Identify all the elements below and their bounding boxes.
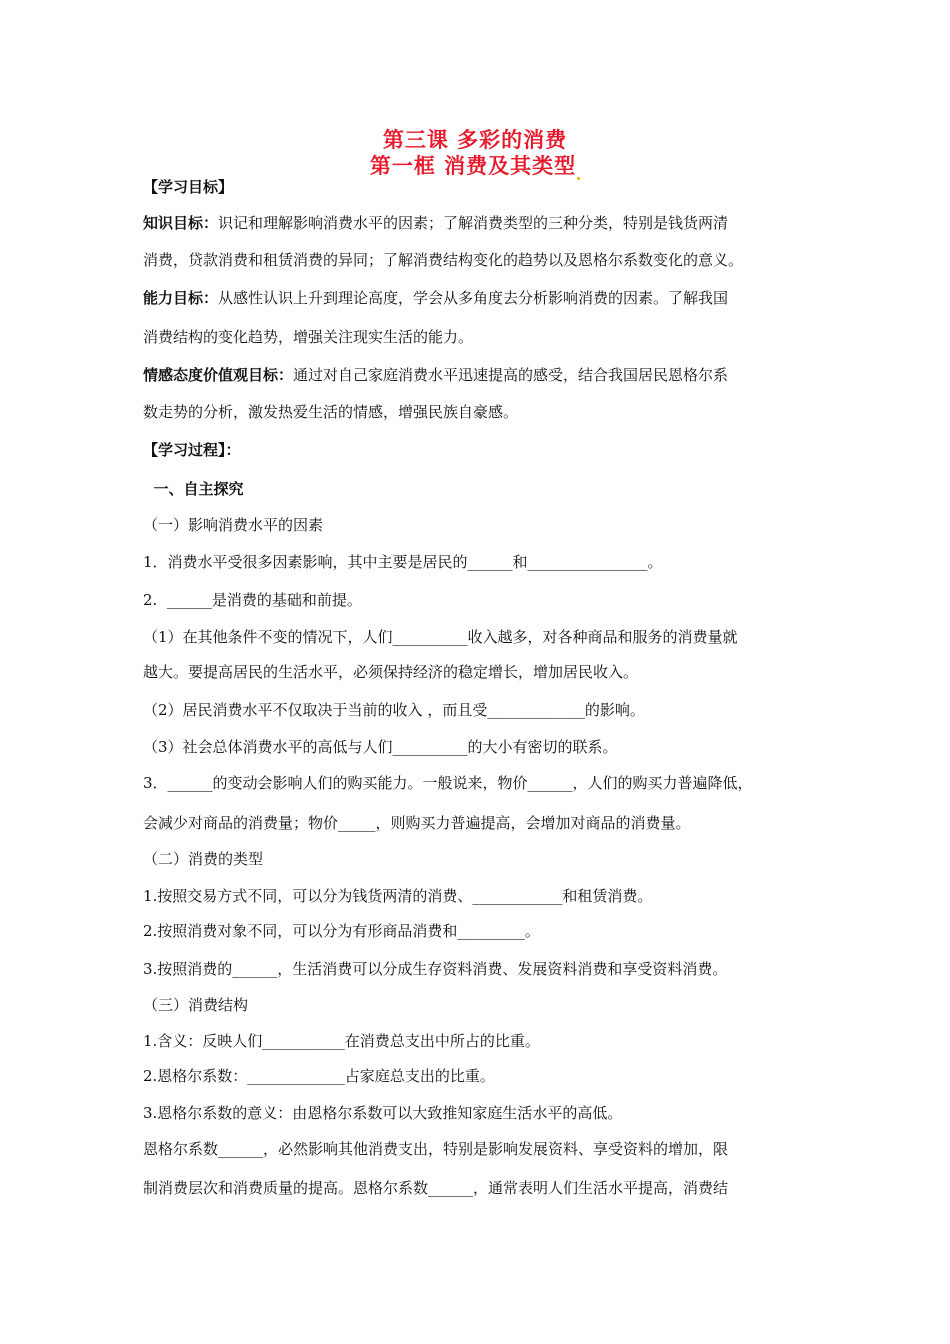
text-line — [143, 995, 843, 1015]
line-text: 1.按照交易方式不同，可以分为钱货两清的消费、____________和租赁消费。 — [143, 887, 653, 905]
line-text: 越大。要提高居民的生活水平，必须保持经济的稳定增长，增加居民收入。 — [143, 663, 639, 681]
text-line — [143, 552, 843, 572]
text-line — [143, 1066, 843, 1086]
line-text: （1）在其他条件不变的情况下，人们__________收入越多，对各种商品和服务的消费量就 — [143, 628, 738, 646]
text-line — [143, 402, 843, 422]
text-line — [143, 327, 843, 347]
line-text: （一）影响消费水平的因素 — [143, 516, 324, 534]
text-line — [143, 1139, 843, 1159]
line-text: 3．______的变动会影响人们的购买能力。一般说来，物价______，人们的购买力普遍降低， — [143, 774, 753, 792]
line-text: 1.含义：反映人们___________在消费总支出中所占的比重。 — [143, 1032, 540, 1050]
text-line — [143, 921, 843, 941]
text-line — [143, 700, 843, 720]
line-text: 通过对自己家庭消费水平迅速提高的感受，结合我国居民恩格尔系 — [293, 366, 729, 384]
line-text: （三）消费结构 — [143, 996, 249, 1014]
line-text: 2.恩格尔系数：_____________占家庭总支出的比重。 — [143, 1067, 495, 1085]
section-heading: 一、自主探究 — [143, 480, 244, 498]
section-title — [0, 150, 950, 180]
line-text: 2. ______是消费的基础和前提。 — [143, 591, 362, 609]
text-line — [143, 1103, 843, 1123]
line-text: （2）居民消费水平不仅取决于当前的收入 ，而且受_____________的影响。 — [143, 701, 645, 719]
line-text: （3）社会总体消费水平的高低与人们__________的大小有密切的联系。 — [143, 738, 618, 756]
line-text: 数走势的分析，激发热爱生活的情感，增强民族自豪感。 — [143, 403, 519, 421]
text-line — [143, 813, 843, 833]
text-line — [143, 479, 843, 499]
section-heading: 【学习目标】 — [143, 178, 234, 196]
text-line — [143, 959, 843, 979]
line-text: 制消费层次和消费质量的提高。恩格尔系数______，通常表明人们生活水平提高，消费结 — [143, 1179, 729, 1197]
text-line — [143, 365, 843, 385]
lesson-title: 第三课 多彩的消费 — [382, 128, 568, 152]
line-text: 2.按照消费对象不同，可以分为有形商品消费和_________。 — [143, 922, 540, 940]
line-text: 会减少对商品的消费量；物价_____，则购买力普遍提高，会增加对商品的消费量。 — [143, 814, 691, 832]
text-line — [143, 849, 843, 869]
text-line — [143, 1178, 843, 1198]
text-line — [143, 250, 843, 270]
text-line — [143, 773, 843, 793]
text-line — [143, 177, 843, 197]
text-line — [143, 737, 843, 757]
line-text: 1．消费水平受很多因素影响，其中主要是居民的______和________________。 — [143, 553, 663, 571]
line-text: 消费结构的变化趋势，增强关注现实生活的能力。 — [143, 328, 474, 346]
text-line — [143, 440, 843, 460]
text-line — [143, 590, 843, 610]
section-heading: 【学习过程】： — [143, 441, 241, 459]
line-text: 恩格尔系数______，必然影响其他消费支出，特别是影响发展资料、享受资料的增加，限 — [143, 1140, 729, 1158]
text-line — [143, 213, 843, 233]
line-text: 消费，贷款消费和租赁消费的异同；了解消费结构变化的趋势以及恩格尔系数变化的意义。 — [143, 251, 744, 269]
line-text: 从感性认识上升到理论高度，学会从多角度去分析影响消费的因素。了解我国 — [218, 289, 729, 307]
line-text: 3.按照消费的______，生活消费可以分成生存资料消费、发展资料消费和享受资料消费。 — [143, 960, 728, 978]
text-line — [143, 515, 843, 535]
objective-label: 知识目标： — [143, 214, 219, 232]
objective-label: 情感态度价值观目标： — [143, 366, 294, 384]
line-text: 3.恩格尔系数的意义：由恩格尔系数可以大致推知家庭生活水平的高低。 — [143, 1104, 623, 1122]
objective-label: 能力目标： — [143, 289, 219, 307]
text-line — [143, 627, 843, 647]
text-line — [143, 1031, 843, 1051]
section-title-text: 第一框 消费及其类型 — [369, 154, 577, 178]
line-text: 识记和理解影响消费水平的因素；了解消费类型的三种分类，特别是钱货两清 — [218, 214, 729, 232]
text-line — [143, 288, 843, 308]
line-text: （二）消费的类型 — [143, 850, 264, 868]
text-line — [143, 886, 843, 906]
text-line — [143, 662, 843, 682]
